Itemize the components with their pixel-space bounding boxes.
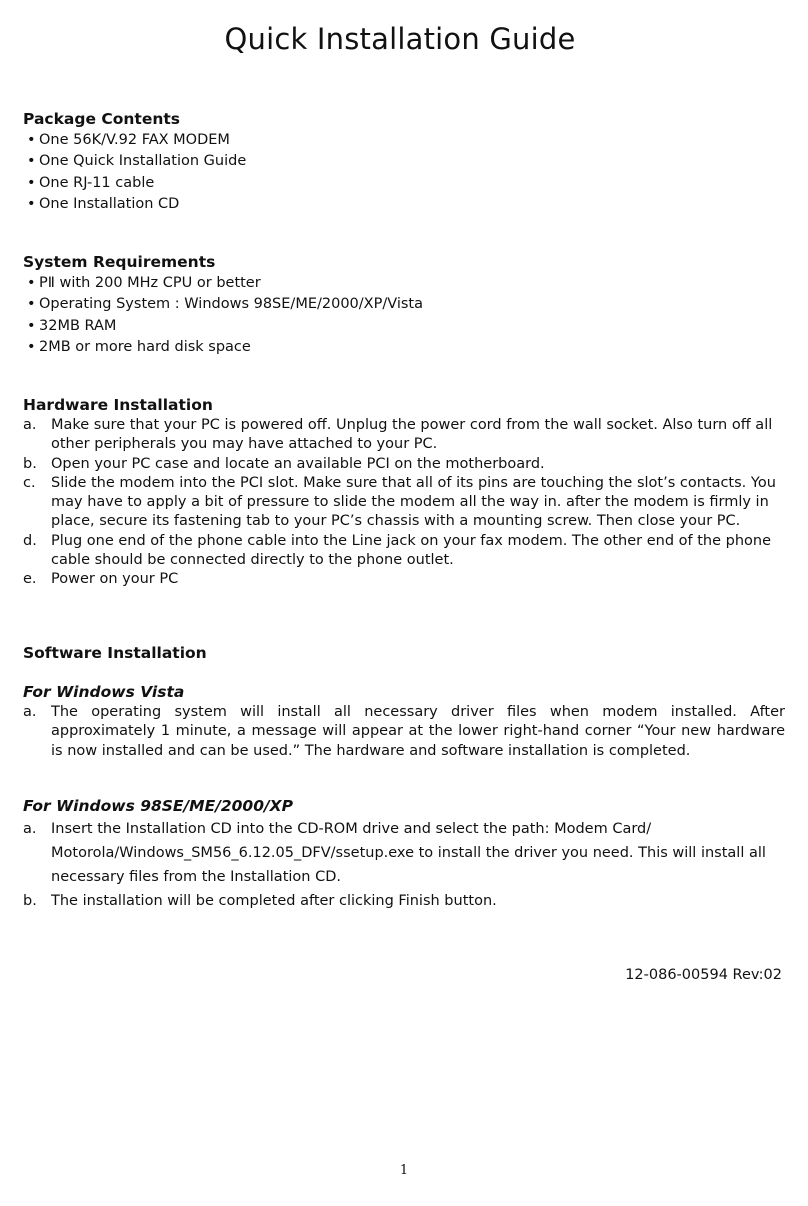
step-text: Plug one end of the phone cable into the Line jack on your fax modem. The other end of the phone cable should be connected directly to the phone outlet. (51, 532, 772, 569)
step-marker: a. (23, 821, 37, 837)
software-installation-section (23, 644, 785, 664)
step-marker: b. (23, 893, 37, 909)
step-item (23, 416, 785, 455)
list-item: • One Quick Installation Guide (23, 151, 785, 172)
package-contents-heading: Package Contents (23, 110, 181, 128)
windows-legacy-steps (23, 817, 785, 913)
page-title: Quick Installation Guide (224, 22, 576, 56)
list-item: • PⅡ with 200 MHz CPU or better (23, 273, 785, 294)
windows-vista-section (23, 683, 785, 761)
step-marker: a. (23, 417, 37, 433)
step-marker: d. (23, 532, 37, 549)
list-item: • 2MB or more hard disk space (23, 337, 785, 358)
step-item (23, 570, 785, 589)
package-contents-section (23, 110, 785, 215)
list-item: • Operating System : Windows 98SE/ME/2000/XP/Vista (23, 294, 785, 315)
list-item: • One Installation CD (23, 194, 785, 215)
step-marker: e. (23, 571, 37, 588)
step-item (23, 455, 785, 474)
step-text: Make sure that your PC is powered off. Unplug the power cord from the wall socket. Also turn off all other peripherals you may have attached to your PC. (51, 417, 773, 453)
list-item: • 32MB RAM (23, 316, 785, 337)
windows-legacy-section (23, 797, 785, 913)
step-text: Slide the modem into the PCI slot. Make sure that all of its pins are touching the slot’s contacts. You may have to apply a bit of pressure to slide the modem all the way in. after the modem is firmly in place, secure its fastening tab to your PC’s chassis with a mounting screw. Then close your PC. (51, 474, 776, 530)
windows-vista-heading: For Windows Vista (23, 683, 185, 701)
windows-vista-steps (23, 703, 785, 761)
step-item (23, 889, 785, 913)
list-item: • One 56K/V.92 FAX MODEM (23, 130, 785, 151)
system-requirements-section (23, 253, 785, 358)
step-text: The installation will be completed after clicking Finish button. (51, 893, 497, 909)
step-text: Open your PC case and locate an available PCI on the motherboard. (51, 455, 545, 472)
step-item (23, 474, 785, 532)
step-text: The operating system will install all necessary driver files when modem installed. After approximately 1 minute, a message will appear at the lower right-hand corner “Your new hardware is now installed and can be used.” The hardware and software installation is completed. (51, 704, 785, 759)
step-text: Power on your PC (51, 571, 179, 588)
step-text: Insert the Installation CD into the CD-ROM drive and select the path: Modem Card/ Motorola/Windows_SM56_6.12.05_DFV/ssetup.exe to install the driver you need. This will install all necessary files from the Installation CD. (51, 821, 766, 885)
step-item (23, 703, 785, 761)
step-item (23, 532, 785, 571)
system-requirements-list (23, 273, 785, 358)
step-item (23, 817, 785, 889)
package-contents-list (23, 130, 785, 215)
step-marker: c. (23, 474, 36, 491)
step-marker: a. (23, 704, 37, 720)
windows-legacy-heading: For Windows 98SE/ME/2000/XP (23, 797, 293, 815)
step-marker: b. (23, 455, 37, 472)
page-number: 1 (399, 1163, 409, 1178)
hardware-installation-steps (23, 416, 785, 590)
hardware-installation-section (23, 396, 785, 590)
list-item: • One RJ-11 cable (23, 173, 785, 194)
system-requirements-heading: System Requirements (23, 253, 216, 271)
hardware-installation-heading: Hardware Installation (23, 396, 213, 414)
software-installation-heading: Software Installation (23, 644, 207, 662)
revision-code: 12-086-00594 Rev:02 (625, 967, 782, 983)
